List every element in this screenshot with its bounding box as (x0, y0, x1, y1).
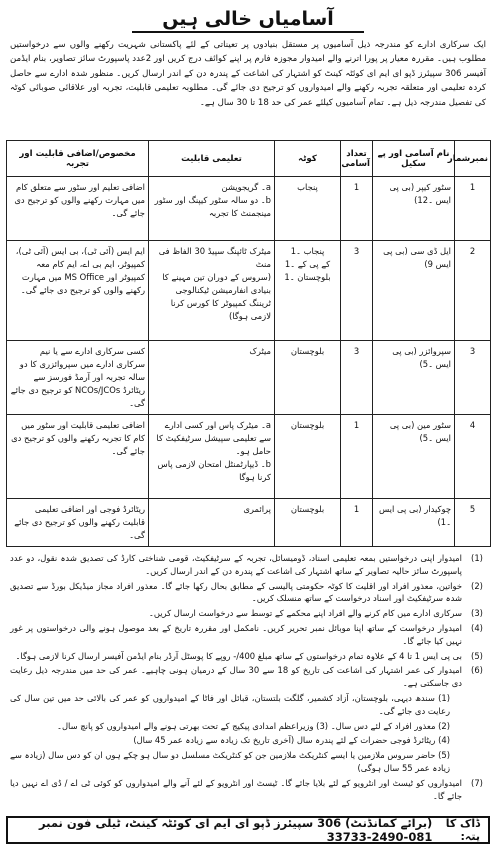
table-row (7, 177, 491, 241)
vacancies-table (6, 140, 491, 547)
cell-quota: پنجاب (275, 177, 341, 241)
note-text: سرکاری ادارے میں کام کرنے والے افراد اپنے محکمے کے توسط سے درخواست ارسال کریں۔ (148, 608, 462, 619)
address-label: ڈاک کا پتہ: (445, 817, 480, 843)
cell-serial: 3 (455, 341, 491, 415)
note-text: (5) حاضر سروس ملازمین یا ایسے کنٹریکٹ ملازمین جن کو کنٹریکٹ مسلسل دو سال ہو چکے ہوں ان کو دس سال (زیادہ سے زیادہ عمر 55 سال ہوگی) (10, 750, 450, 773)
note-sub-item (10, 734, 486, 747)
header-experience: مخصوص/اضافی قابلیت اور تجربہ (7, 141, 149, 177)
cell-education: میٹرک ٹائپنگ سپیڈ 30 الفاظ فی منٹ (سروس کے دوران تین مہینے کا بنیادی انفارمیشن ٹیکنالوجی ٹریننگ کمپیوٹر کا کورس کرنا لازمی ہوگا) (149, 241, 275, 341)
header-post: نام آسامی اور پے سکیل (373, 141, 455, 177)
note-text: (1) سندھ دیہی، بلوچستان، آزاد کشمیر، گلگت بلتستان، قبائل اور فاٹا کے امیدواروں کو عمر کی بالائی حد میں تین سال کی رعایت دی جائے گی۔ (10, 692, 450, 716)
cell-quota: پنجاب ۔1 کے پی کے ۔1 بلوچستان ۔1 (275, 241, 341, 341)
cell-qty: 3 (341, 241, 373, 341)
page-title: آسامیاں خالی ہیں (132, 8, 364, 33)
cell-experience: ایم ایس (آئی ٹی)، بی ایس (آئی ٹی)، کمپیوٹر، ایم بی اے، ایم کام معہ کمپیوٹر اور MS Office میں مہارت رکھنے والوں کو ترجیح دی جائے گی۔ (7, 241, 149, 341)
cell-qty: 1 (341, 415, 373, 499)
cell-post: سپروائزر (بی پی ایس ۔5) (373, 341, 455, 415)
note-number (456, 734, 474, 747)
cell-education: a۔ گریجویشن b۔ دو سالہ سٹور کیپنگ اور سٹور مینجمنٹ کا تجربہ (149, 177, 275, 241)
postal-address-box (6, 816, 490, 844)
note-number: (4) (471, 622, 483, 633)
note-item (10, 777, 486, 803)
cell-experience: اضافی تعلیمی قابلیت اور سٹور میں کام کا تجربہ رکھنے والوں کو ترجیح دی جائے گی۔ (7, 415, 149, 499)
note-number: (1) (471, 553, 483, 563)
cell-serial: 4 (455, 415, 491, 499)
title-bar (6, 6, 490, 34)
note-item (10, 552, 486, 578)
table-row (7, 415, 491, 499)
cell-post: ایل ڈی سی (بی پی ایس 9) (373, 241, 455, 341)
note-number: (2) (471, 580, 483, 591)
cell-serial: 2 (455, 241, 491, 341)
header-qty: تعداد آسامی (341, 141, 373, 177)
note-text: امیدوار اپنی درخواستیں بمعہ تعلیمی اسناد، ڈومیسائل، تجربہ کے سرٹیفکیٹ، قومی شناختی کارڈ کی تصدیق شدہ نقول، دو عدد پاسپورٹ سائز حالیہ تصاویر کے ساتھ اشتہار کی اشاعت کے پندرہ دن کے اندر ارسال کریں۔ (10, 553, 462, 576)
cell-education: a۔ میٹرک پاس اور کسی ادارے سے تعلیمی سپیشل سرٹیفکیٹ کا حامل ہو۔ b۔ ڈیپارٹمنٹل امتحان لازمی پاس کرنا ہوگا (149, 415, 275, 499)
cell-experience: ریٹائرڈ فوجی اور اضافی تعلیمی قابلیت رکھنے والوں کو ترجیح دی جائے گی۔ (7, 499, 149, 547)
note-number: (5) (471, 650, 483, 661)
cell-experience: کسی سرکاری ادارے سے یا نیم سرکاری ادارے میں سپروائزری کا دو سالہ تجربہ اور آرمڈ فورسز سے ریٹائرڈ NCOs/JCOs کو ترجیح دی جائے گی۔ (7, 341, 149, 415)
table-row (7, 499, 491, 547)
cell-quota: بلوچستان (275, 341, 341, 415)
notes-list (6, 547, 490, 822)
cell-qty: 3 (341, 341, 373, 415)
note-text: امیدوار کی عمر اشتہار کی اشاعت کی تاریخ کو 18 سے 30 سال کے درمیان ہونی چاہیے۔ عمر کی حد میں مندرجہ ذیل رعایت دی جاسکتی ہے۔ (10, 665, 462, 689)
note-text: خواتین، معذور افراد اور اقلیت کا کوٹہ حکومتی پالیسی کے مطابق بحال رکھا جائے گا۔ معذور افراد مجاز میڈیکل بورڈ سے تصدیق شدہ سرٹیفکیٹ اور اسناد درخواست کے ساتھ منسلک کریں۔ (10, 580, 462, 604)
note-text: امیدوار درخواست کے ساتھ اپنا موبائل نمبر تحریر کریں۔ نامکمل اور مقررہ تاریخ کے بعد موصول ہونے والی درخواستوں پر غور نہیں کیا جائے گا۔ (10, 622, 462, 646)
cell-post: سٹور مین (بی پی ایس ۔5) (373, 415, 455, 499)
note-sub-item (10, 749, 486, 775)
note-number (456, 692, 474, 718)
note-text: امیدواروں کو ٹیسٹ اور انٹرویو کے لئے بلایا جائے گا۔ ٹیسٹ اور انٹرویو کے لئے آنے والے امیدواروں کو کوئی ٹی اے / ڈی اے نہیں دیا جائے گا۔ (10, 777, 462, 801)
header-quota: کوٹہ (275, 141, 341, 177)
cell-quota: بلوچستان (275, 499, 341, 547)
cell-experience: اضافی تعلیم اور سٹور سے متعلق کام میں مہارت رکھنے والوں کو ترجیح دی جائے گی۔ (7, 177, 149, 241)
table-header-row (7, 141, 491, 177)
header-serial: نمبرشمار (455, 141, 491, 177)
note-number: (6) (471, 665, 483, 676)
cell-post: سٹور کیپر (بی پی ایس ۔12) (373, 177, 455, 241)
note-item (10, 650, 486, 663)
table-row (7, 341, 491, 415)
note-text: بی پی ایس 1 تا 4 کے علاوہ تمام درخواستوں کے ساتھ مبلغ 400/- روپے کا پوسٹل آرڈر بنام ایڈمن آفیسر ارسال کرنا لازمی ہوگا۔ (15, 650, 462, 661)
cell-serial: 1 (455, 177, 491, 241)
note-item (10, 664, 486, 690)
cell-education: پرائمری (149, 499, 275, 547)
note-number: (7) (471, 777, 483, 788)
note-item (10, 607, 486, 620)
intro-paragraph: ایک سرکاری ادارے کو مندرجہ ذیل آسامیوں پر مستقل بنیادوں پر تعیناتی کے لئے پاکستانی شہریت رکھنے والوں سے درخواستیں مطلوب ہیں۔ مقررہ معیار پر پورا اترنے والے امیدوار مجوزہ فارم پر اپنے کوائف درج کریں اور 2عدد پاسپورٹ سائز تصاویر، بنام ایڈمن آفیسر 306 سپیئرز ڈپو ای ایم ای کوئٹہ کینٹ کو اشتہار کی اشاعت کے پندرہ دن کے اندر ارسال کریں۔ منظور شدہ ادارے سے حاصل کردہ تعلیمی اور متعلقہ تجربہ رکھنے والے امیدواروں کو ترجیح دی جائے گی۔ مطلوبہ تعلیمی قابلیت، تجربہ اور علاقائی صوبائی کوٹہ کی تفصیل مندرجہ ذیل ہے۔ تمام آسامیوں کیلئے عمر کی حد 18 تا 30 سال ہے۔ (10, 40, 487, 108)
note-number (456, 749, 474, 775)
cell-quota: بلوچستان (275, 415, 341, 499)
note-text: (4) ریٹائرڈ فوجی حضرات کے لئے پندرہ سال (آخری تاریخ تک زیادہ سے زیادہ عمر 45 سال) (133, 735, 450, 746)
note-sub-item (10, 720, 486, 733)
header-education: تعلیمی قابلیت (149, 141, 275, 177)
note-text: (2) معذور افراد کے لئے دس سال۔ (3) وزیراعظم امدادی پیکیج کے تحت بھرتی ہونے والے امیدواروں کو پانچ سال۔ (57, 720, 450, 731)
note-number (456, 720, 474, 733)
cell-post: چوکیدار (بی پی ایس ۔1) (373, 499, 455, 547)
address-text: (برائے کمانڈنٹ) 306 سپیئرز ڈپو ای ایم ای کوئٹہ کینٹ، ٹیلی فون نمبر 081-2490-33733 (39, 816, 433, 844)
cell-education: میٹرک (149, 341, 275, 415)
note-item (10, 622, 486, 648)
note-sub-item (10, 692, 486, 718)
note-item (10, 580, 486, 606)
cell-serial: 5 (455, 499, 491, 547)
note-number: (3) (471, 608, 483, 619)
cell-qty: 1 (341, 499, 373, 547)
cell-qty: 1 (341, 177, 373, 241)
table-row (7, 241, 491, 341)
